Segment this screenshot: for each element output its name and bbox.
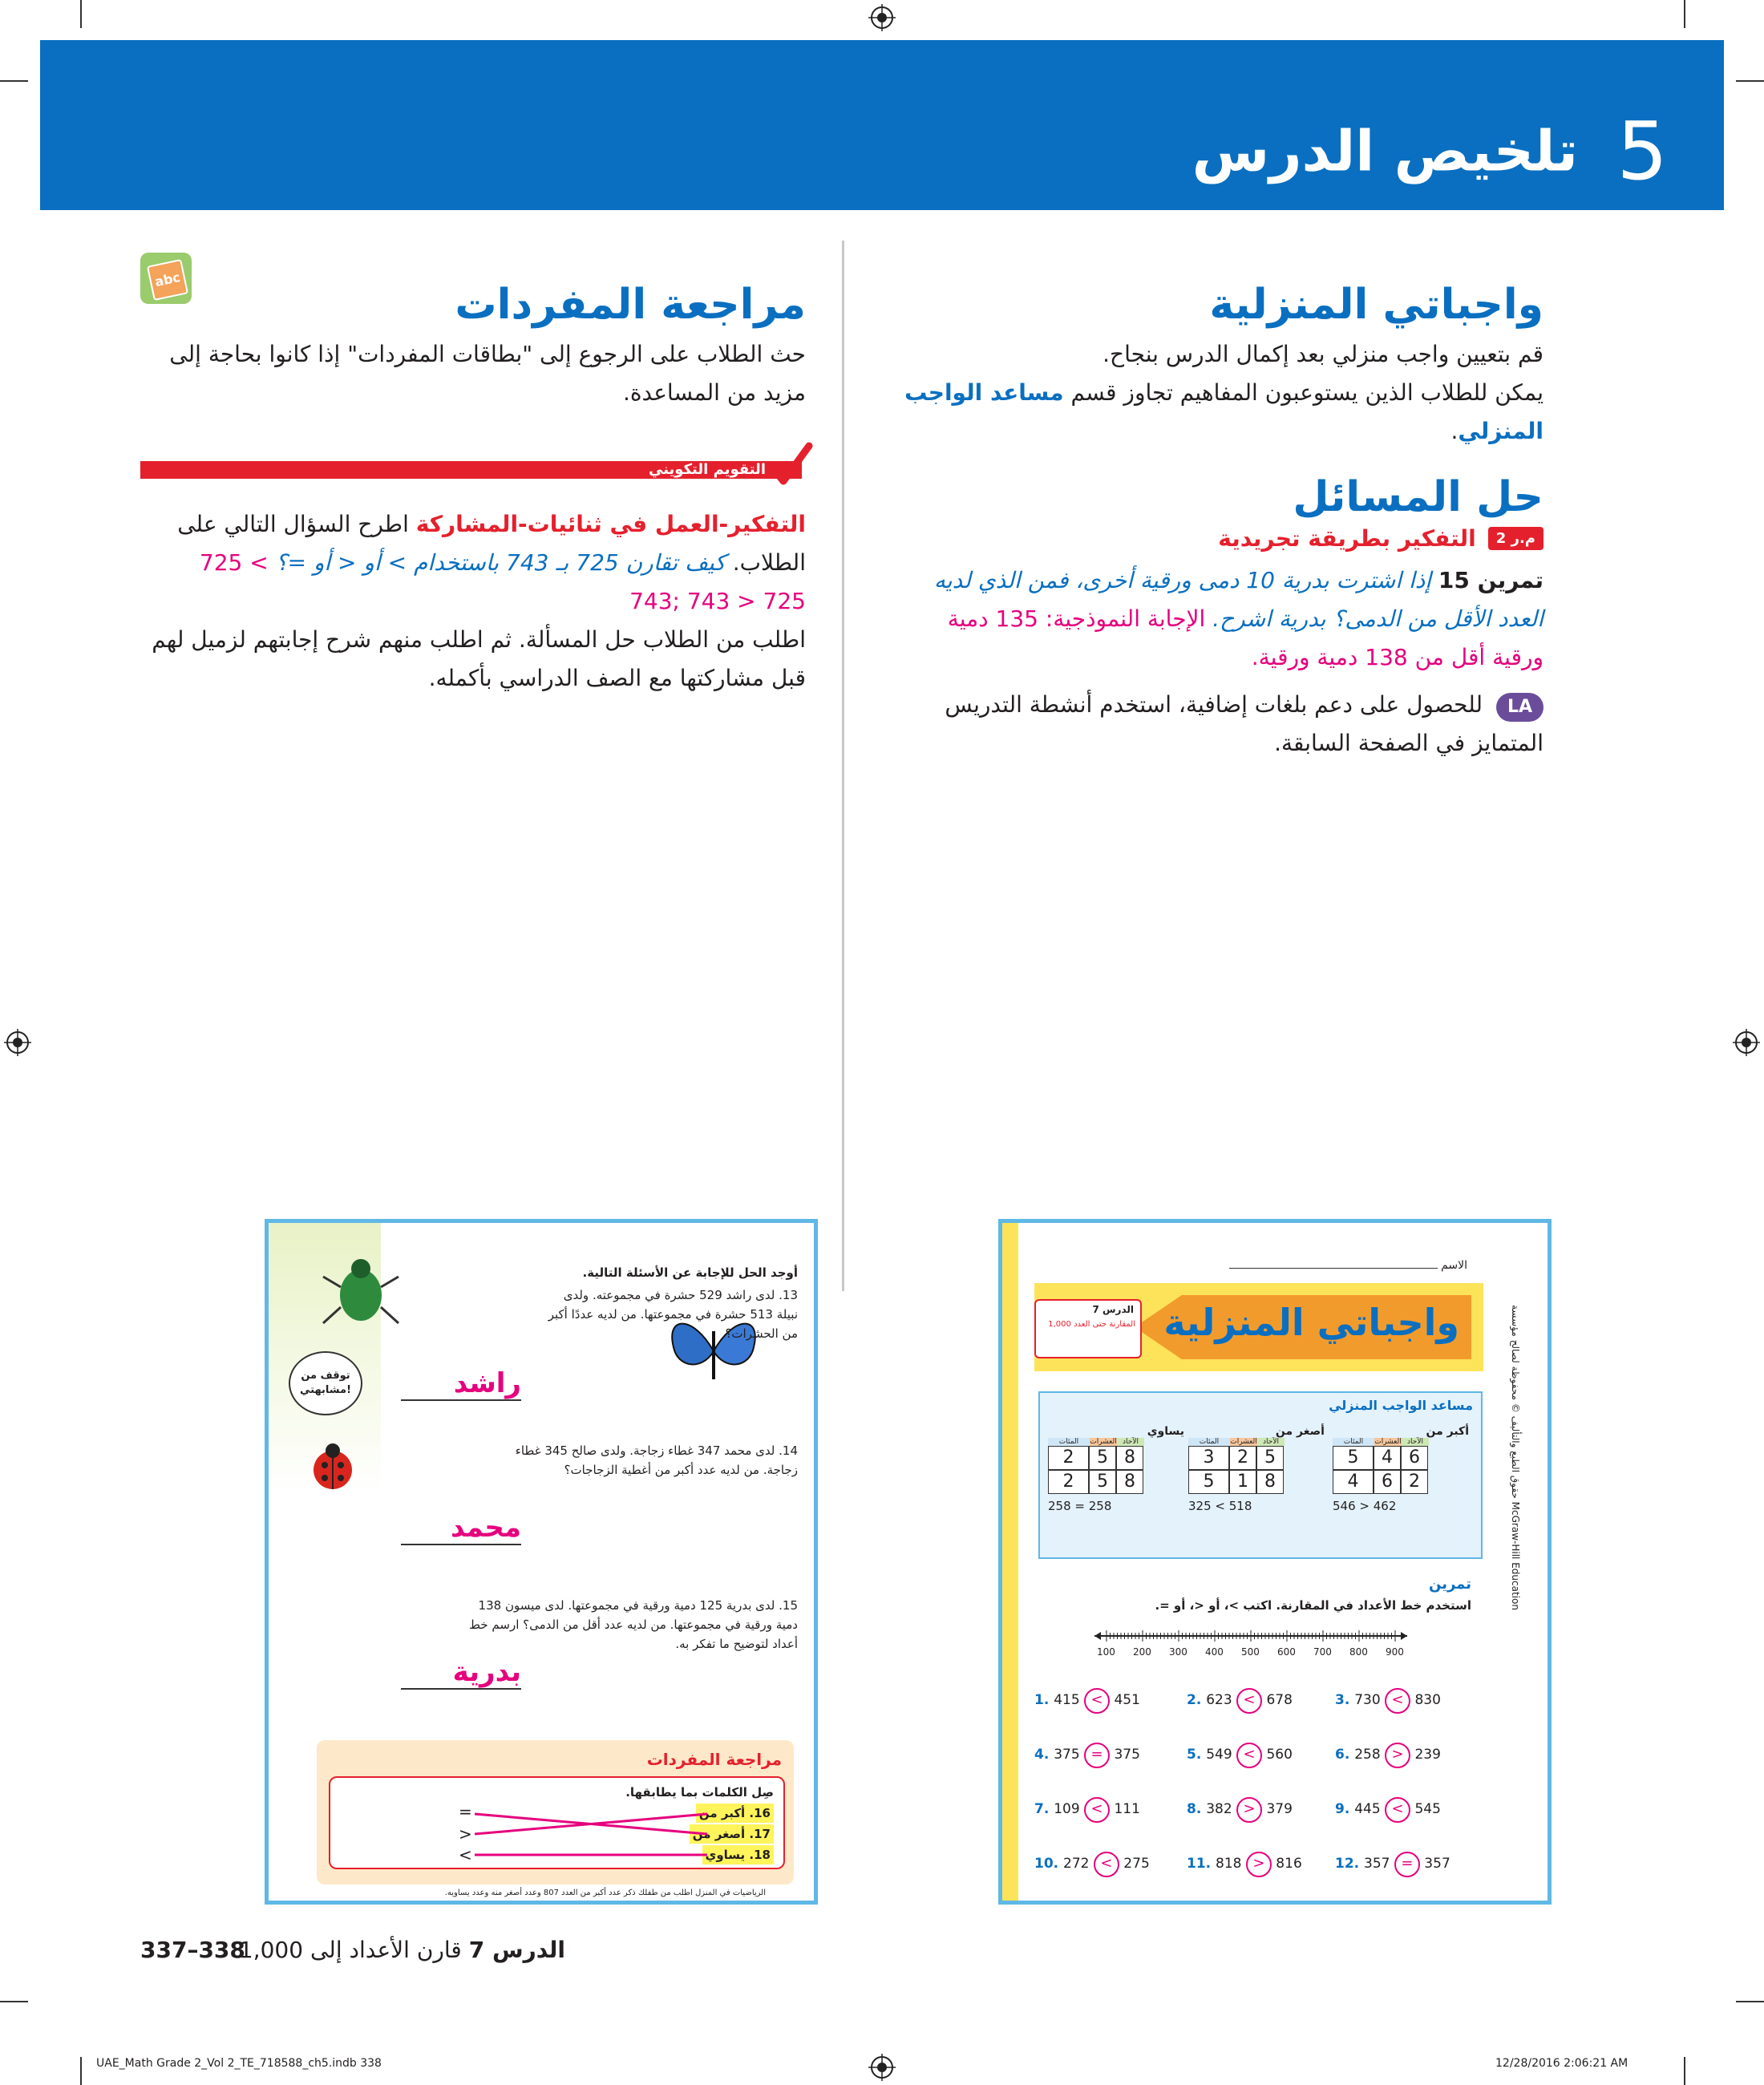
exercise-right: 357: [1419, 1856, 1450, 1872]
col-tens: العشرات: [1374, 1438, 1402, 1446]
exercise-item: [1335, 1797, 1441, 1823]
exercise-question: إذا اشترت بدرية 10 دمى ورقية أخرى، فمن الذي لديه العدد الأقل من الدمى؟ بدرية اشرح.: [933, 567, 1544, 632]
name-label-text: الاسم: [1441, 1259, 1467, 1272]
skill-row: [1218, 525, 1544, 557]
col-ones: الآحاد: [1402, 1438, 1429, 1446]
exercise-number: 2.: [1187, 1692, 1207, 1708]
digit: 5: [1256, 1446, 1284, 1470]
name-label: [1229, 1259, 1467, 1272]
side-credit-area: [1483, 1307, 1539, 1748]
lesson-tag-sub: المقارنة حتى العدد 1,000: [1048, 1320, 1135, 1329]
footer-lesson: [239, 1937, 565, 1963]
helper-group-less: [1188, 1425, 1325, 1513]
chapter-number: 5: [1616, 104, 1668, 198]
thumb-q14: 14. لدى محمد 347 غطاء زجاجة. ولدى صالح 345 غطاء زجاجة. من لديه عدد أكبر من أغطية الزجاجات؟: [515, 1443, 798, 1477]
exercise-item: [1187, 1797, 1293, 1823]
exercise-item: [1187, 1852, 1302, 1877]
page-title: [1192, 104, 1668, 198]
crop-mark: [0, 80, 28, 82]
formative-label: التقويم التكويني: [648, 461, 766, 478]
exercise-right: 451: [1110, 1692, 1140, 1708]
exercise-number: 8.: [1187, 1801, 1207, 1817]
helper-group-equal: [1048, 1425, 1184, 1513]
vocab-item-18: 18. يساوي: [702, 1845, 774, 1864]
exercise-answer-circle: >: [1385, 1743, 1410, 1768]
thumb-vocab-box: [317, 1740, 794, 1885]
answer-14: محمد: [401, 1512, 521, 1545]
number-line-label: 900: [1386, 1646, 1404, 1658]
group-result: 258 = 258: [1048, 1499, 1112, 1513]
place-row: [1333, 1446, 1469, 1470]
ladybug-icon: [305, 1439, 361, 1496]
exercise-right: 830: [1410, 1692, 1441, 1708]
helper-title: مساعد الواجب المنزلي: [1329, 1398, 1473, 1413]
homework-line1: قم بتعيين واجب منزلي بعد إكمال الدرس بنجاح.: [1102, 341, 1544, 367]
exercise-number: 5.: [1187, 1747, 1207, 1763]
digit: 4: [1374, 1446, 1401, 1470]
digit: 8: [1256, 1470, 1284, 1494]
exercise-answer-circle: <: [1385, 1688, 1410, 1714]
thumb-q13: 13. لدى راشد 529 حشرة في مجموعته. ولدى نبيلة 513 حشرة في مجموعتها. من لديه عددًا أكبر من الحشرات؟: [548, 1288, 798, 1341]
crop-mark: [80, 0, 82, 28]
practice-badge-label: م.ر 2: [1495, 530, 1535, 547]
exercise-number: 3.: [1335, 1692, 1355, 1708]
place-row: [1048, 1446, 1184, 1470]
exercise-left: 272: [1063, 1856, 1094, 1872]
digit: 1: [1229, 1470, 1256, 1494]
col-tens: العشرات: [1090, 1438, 1117, 1446]
digit: 6: [1374, 1470, 1401, 1494]
thumb-instructions: أوجد الحل للإجابة عن الأسئلة التالية.: [582, 1265, 798, 1280]
footer-lesson-title: قارن الأعداد إلى 1,000: [238, 1937, 462, 1963]
la-badge: [1496, 693, 1544, 722]
homework-line2-suffix: .: [1450, 418, 1459, 444]
vocab-symbol-2: >: [459, 1824, 472, 1844]
digit: 8: [1116, 1470, 1143, 1494]
exercise-right: 560: [1262, 1747, 1293, 1763]
exercise-answer-circle: >: [1246, 1852, 1272, 1877]
exercise-number: 7.: [1034, 1801, 1054, 1817]
exercise-left: 730: [1354, 1692, 1386, 1708]
vocab-item-17: 17. أصغر من: [690, 1824, 774, 1844]
la-badge-label: LA: [1507, 697, 1532, 717]
exercise-right: 275: [1119, 1856, 1150, 1872]
number-line-label: 600: [1277, 1646, 1296, 1658]
number-line-label: 500: [1241, 1646, 1260, 1658]
exercise-answer-circle: >: [1236, 1797, 1262, 1823]
exercise-left: 375: [1054, 1747, 1085, 1763]
homework-helper-box: [1038, 1391, 1483, 1559]
exercise-number: 6.: [1335, 1747, 1355, 1763]
exercise-left: 109: [1054, 1801, 1085, 1817]
practice-instr: استخدم خط الأعداد في المقارنة. اكتب >، أو <، أو =.: [1155, 1598, 1471, 1613]
exercise-right: 111: [1110, 1801, 1140, 1817]
crop-mark: [1684, 0, 1685, 28]
homework-line2: [902, 374, 1544, 451]
exercise-number: 10.: [1034, 1856, 1064, 1872]
exercise-right: 678: [1262, 1692, 1293, 1708]
practice-title: تمرين: [1429, 1576, 1471, 1593]
exercise-answer-circle: =: [1084, 1743, 1110, 1768]
exercise-left: 258: [1354, 1747, 1386, 1763]
digit: 5: [1333, 1446, 1374, 1470]
number-line-ticks: [1107, 1630, 1395, 1642]
helper-group-greater: [1333, 1425, 1469, 1513]
registration-mark-icon: [868, 4, 896, 31]
la-text: للحصول على دعم بلغات إضافية، استخدم أنشطة التدريس المتمايز في الصفحة السابقة.: [945, 691, 1544, 756]
col-headers: [1188, 1438, 1325, 1446]
col-tens: العشرات: [1230, 1438, 1257, 1446]
exercise-answer-circle: <: [1236, 1688, 1262, 1714]
number-line-label: 800: [1349, 1646, 1368, 1658]
exercise-left: 623: [1206, 1692, 1237, 1708]
stop-bubble: توقف من مشابهتي!: [289, 1351, 362, 1415]
problems-heading: حل المسائل: [1293, 473, 1544, 521]
abc-icon: abc: [147, 259, 188, 301]
thumb-home-note: الرياضيات في المنزل اطلب من طفلك ذكر عدد أكبر من العدد 807 وعدد أصغر منه وعدد يساويه.: [444, 1889, 766, 1897]
place-row: [1188, 1446, 1325, 1470]
crop-mark: [1736, 2001, 1764, 2002]
formative-question: كيف تقارن 725 بـ 743 باستخدام > أو < أو =؟: [275, 549, 726, 576]
column-divider: [842, 241, 844, 1291]
exercise-answer-circle: <: [1084, 1797, 1110, 1823]
registration-mark-icon: [4, 1029, 31, 1056]
exercise-right: 239: [1410, 1747, 1441, 1763]
col-hundreds: المئات: [1333, 1438, 1374, 1446]
answer-15: بدرية: [401, 1656, 521, 1690]
number-line-label: 100: [1097, 1646, 1115, 1658]
group-result: 546 > 462: [1333, 1499, 1397, 1513]
exercise-right: 379: [1262, 1801, 1293, 1817]
skill-label: التفكير بطريقة تجريدية: [1218, 525, 1476, 552]
banner-title: واجباتي المنزلية: [1163, 1301, 1459, 1344]
lesson-tag: [1034, 1299, 1142, 1358]
formative-text: [148, 505, 806, 698]
page-numbers: 337–338: [140, 1937, 245, 1963]
exercise-number: 1.: [1034, 1692, 1054, 1708]
exercise-number: 9.: [1335, 1801, 1355, 1817]
exercise-item: [1335, 1743, 1441, 1768]
exercise-answer-circle: <: [1236, 1743, 1262, 1768]
homework-text: [902, 335, 1544, 451]
exercise-item: [1335, 1852, 1450, 1877]
thumb-vocab-inner: [329, 1776, 785, 1869]
number-line-label: 700: [1313, 1646, 1332, 1658]
group-result: 325 < 518: [1188, 1499, 1252, 1513]
practice-badge: [1488, 527, 1544, 550]
exercise-number: 4.: [1034, 1747, 1054, 1763]
digit: 5: [1089, 1446, 1116, 1470]
exercise-item: [1034, 1852, 1150, 1877]
col-headers: [1048, 1438, 1184, 1446]
number-line-label: 200: [1133, 1646, 1151, 1658]
student-page-thumbnail-left: [265, 1219, 818, 1905]
col-ones: الآحاد: [1257, 1438, 1285, 1446]
digit: 2: [1229, 1446, 1256, 1470]
group-title: أكبر من: [1426, 1425, 1469, 1438]
exercise-left: 818: [1216, 1856, 1246, 1872]
vocab-heading: مراجعة المفردات: [455, 281, 806, 329]
exercise-right: 545: [1410, 1801, 1441, 1817]
col-headers: [1333, 1438, 1469, 1446]
exercise-left: 415: [1054, 1692, 1085, 1708]
exercise-item: [1034, 1797, 1140, 1823]
vocab-match-lines: [475, 1810, 707, 1858]
digit: 5: [1188, 1470, 1229, 1494]
digit: 2: [1401, 1470, 1428, 1494]
number-line: [1094, 1628, 1407, 1644]
group-title: أصغر من: [1275, 1425, 1325, 1438]
group-title: يساوي: [1147, 1425, 1184, 1438]
checkmark-icon: [766, 441, 814, 489]
place-row: [1048, 1470, 1184, 1494]
crop-mark: [0, 2001, 28, 2002]
crop-mark: [80, 2057, 82, 2085]
digit: 3: [1188, 1446, 1229, 1470]
beetle-icon: [317, 1251, 405, 1331]
la-note: [902, 686, 1544, 763]
vocab-text: حث الطلاب على الرجوع إلى "بطاقات المفردات" إذا كانوا بحاجة إلى مزيد من المساعدة.: [169, 341, 806, 406]
exercise-number: 11.: [1187, 1856, 1216, 1872]
col-hundreds: المئات: [1188, 1438, 1230, 1446]
formative-strategy: التفكير-العمل في ثنائيات-المشاركة: [415, 511, 806, 537]
number-line-label: 400: [1205, 1646, 1224, 1658]
thumb-q15: 15. لدى بدرية 125 دمية ورقية في مجموعتها. لدى ميسون 138 دمية ورقية في مجموعتها. من لديه عدد أقل من الدمى؟ ارسم خط أعداد لتوضيح ما تفكر به.: [469, 1598, 798, 1651]
place-row: [1333, 1470, 1469, 1494]
lesson-summary-title: تلخيص الدرس: [1192, 118, 1578, 184]
slug-file: UAE_Math Grade 2_Vol 2_TE_718588_ch5.indb 338: [96, 2057, 382, 2070]
exercise-answer-circle: <: [1385, 1797, 1410, 1823]
exercise-answer-circle: <: [1084, 1688, 1110, 1714]
col-hundreds: المئات: [1048, 1438, 1090, 1446]
digit: 4: [1333, 1470, 1374, 1494]
exercise-answer-circle: =: [1394, 1852, 1420, 1877]
formative-instructions: اطلب من الطلاب حل المسألة. ثم اطلب منهم شرح إجابتهم لزميل لهم قبل مشاركتها مع الصف الدراسي بأكمله.: [152, 626, 806, 691]
col-ones: الآحاد: [1117, 1438, 1144, 1446]
footer-lesson-label: الدرس 7: [468, 1937, 565, 1963]
exercise-label: تمرين 15: [1438, 567, 1544, 593]
answer-13: راشد: [401, 1367, 521, 1401]
side-credit: حقوق الطبع والتأليف © محفوظة لصالح مؤسسة McGraw-Hill Education: [1510, 1305, 1521, 1610]
exercise-answer: الإجابة النموذجية: 135 دمية ورقية أقل من 138 دمية ورقية.: [947, 605, 1544, 670]
exercise-left: 382: [1206, 1801, 1237, 1817]
exercise-left: 445: [1354, 1801, 1386, 1817]
vocab-item-16: 16. أكبر من: [696, 1804, 774, 1823]
exercise-right: 375: [1110, 1747, 1140, 1763]
yellow-edge: [1002, 1223, 1018, 1901]
vocab-symbol-3: <: [459, 1845, 472, 1864]
place-row: [1188, 1470, 1325, 1494]
slug-date: 12/28/2016 2:06:21 AM: [1495, 2057, 1628, 2070]
crop-mark: [1736, 80, 1764, 82]
digit: 5: [1089, 1470, 1116, 1494]
number-line-label: 300: [1169, 1646, 1187, 1658]
exercise-left: 549: [1206, 1747, 1237, 1763]
exercise-item: [1034, 1743, 1140, 1768]
exercise-15: [902, 561, 1544, 677]
homework-banner: [1034, 1283, 1483, 1371]
digit: 8: [1116, 1446, 1143, 1470]
exercise-item: [1034, 1688, 1140, 1714]
homework-line2-prefix: يمكن للطلاب الذين يستوعبون المفاهيم تجاوز قسم: [1070, 379, 1544, 406]
lesson-tag-number: الدرس 7: [1092, 1304, 1134, 1315]
thumb-vocab-instr: صِل الكلمات بما يطابقها.: [625, 1785, 774, 1800]
homework-heading: واجباتي المنزلية: [1209, 281, 1544, 329]
exercise-left: 357: [1364, 1856, 1394, 1872]
exercise-right: 816: [1271, 1856, 1302, 1872]
vocab-symbol-1: =: [459, 1802, 472, 1821]
homework-helper-ref: مساعد الواجب المنزلي: [904, 379, 1544, 444]
exercise-number: 12.: [1335, 1856, 1365, 1872]
number-line-labels: [1094, 1646, 1407, 1662]
student-page-thumbnail-right: [998, 1219, 1552, 1905]
thumb-vocab-title: مراجعة المفردات: [646, 1750, 782, 1769]
registration-mark-icon: [868, 2054, 896, 2081]
digit: 2: [1048, 1470, 1089, 1494]
exercise-item: [1335, 1688, 1441, 1714]
crop-mark: [1684, 2057, 1685, 2085]
name-line: [1229, 1268, 1438, 1269]
registration-mark-icon: [1733, 1029, 1760, 1056]
formative-answer: 725 < 743; 743 > 725: [199, 549, 806, 614]
vocab-cards-icon: [140, 253, 192, 304]
exercise-answer-circle: <: [1094, 1852, 1119, 1877]
digit: 2: [1048, 1446, 1089, 1470]
exercise-item: [1187, 1743, 1293, 1768]
digit: 6: [1401, 1446, 1428, 1470]
exercise-item: [1187, 1688, 1293, 1714]
formative-prompt: اطرح السؤال التالي على الطلاب.: [177, 511, 806, 576]
